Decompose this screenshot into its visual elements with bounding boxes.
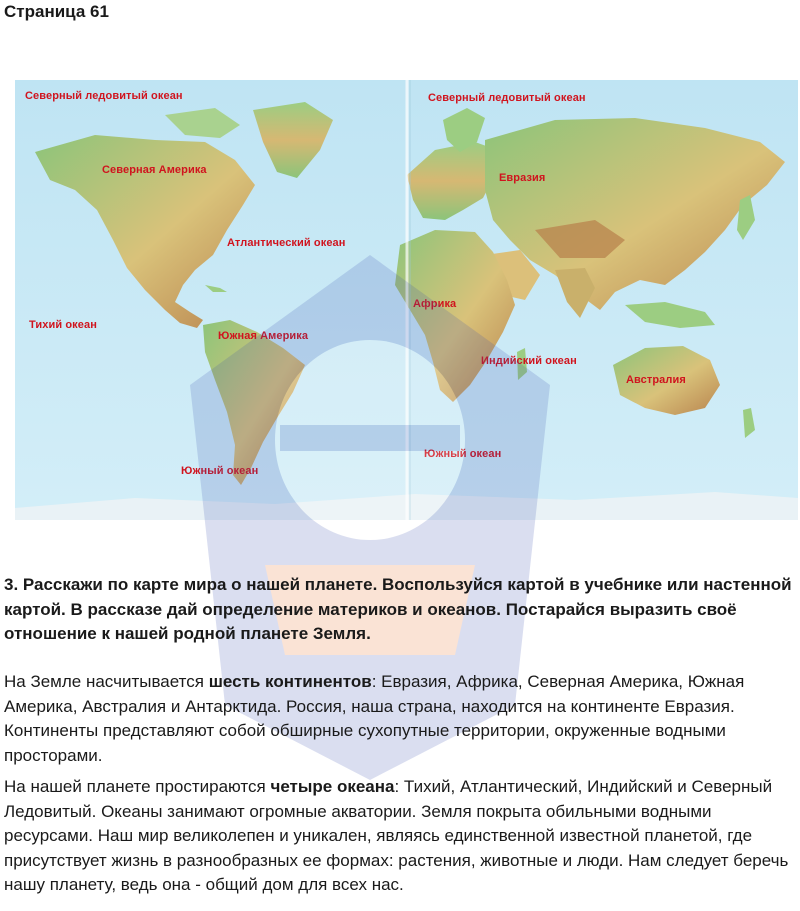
- label-north-america: Северная Америка: [102, 164, 207, 176]
- label-atlantic-ocean: Атлантический океан: [227, 237, 346, 249]
- paragraph-continents-bold: шесть континентов: [208, 672, 372, 691]
- label-eurasia: Евразия: [499, 172, 546, 184]
- label-southern-ocean-west: Южный океан: [181, 465, 259, 477]
- paragraph-continents-intro: На Земле насчитывается: [4, 672, 209, 691]
- label-arctic-ocean-west: Северный ледовитый океан: [25, 90, 183, 102]
- paragraph-oceans-rest: : Тихий, Атлантический, Индийский и Северный Ледовитый. Океаны занимают огромные акватории. Земля покрыта обильными водными ресурсами. Наш мир великолепен и уникален, являясь единственной известной планетой, где присутствует жизнь в разнообразных ее формах: растения, животные и люди. Нам следует беречь нашу планету, ведь она - общий дом для всех нас.: [4, 777, 789, 894]
- paragraph-oceans-intro: На нашей планете простираются: [4, 777, 271, 796]
- paragraph-continents: [4, 670, 796, 768]
- label-arctic-ocean-east: Северный ледовитый океан: [428, 92, 586, 104]
- task-heading: 3. Расскажи по карте мира о нашей планете. Воспользуйся картой в учебнике или настенной картой. В рассказе дай определение материков и океанов. Постарайся выразить своё отношение к нашей родной планете Земля.: [4, 575, 792, 643]
- label-australia: Австралия: [626, 374, 686, 386]
- paragraph-oceans-bold: четыре океана: [270, 777, 395, 796]
- label-pacific-ocean: Тихий океан: [29, 319, 97, 331]
- paragraph-continents-rest: : Евразия, Африка, Северная Америка, Южная Америка, Австралия и Антарктида. Россия, наша страна, находится на континенте Евразия. Континенты представляют собой обширные сухопутные территории, окруженные водными просторами.: [4, 672, 745, 765]
- page-title: Страница 61: [4, 2, 109, 21]
- world-map: [15, 80, 798, 520]
- label-indian-ocean: Индийский океан: [481, 355, 577, 367]
- paragraph-oceans: [4, 775, 796, 898]
- label-southern-ocean-east: Южный океан: [424, 448, 502, 460]
- label-africa: Африка: [413, 298, 457, 310]
- label-south-america: Южная Америка: [218, 330, 309, 342]
- world-map-image: [15, 80, 798, 520]
